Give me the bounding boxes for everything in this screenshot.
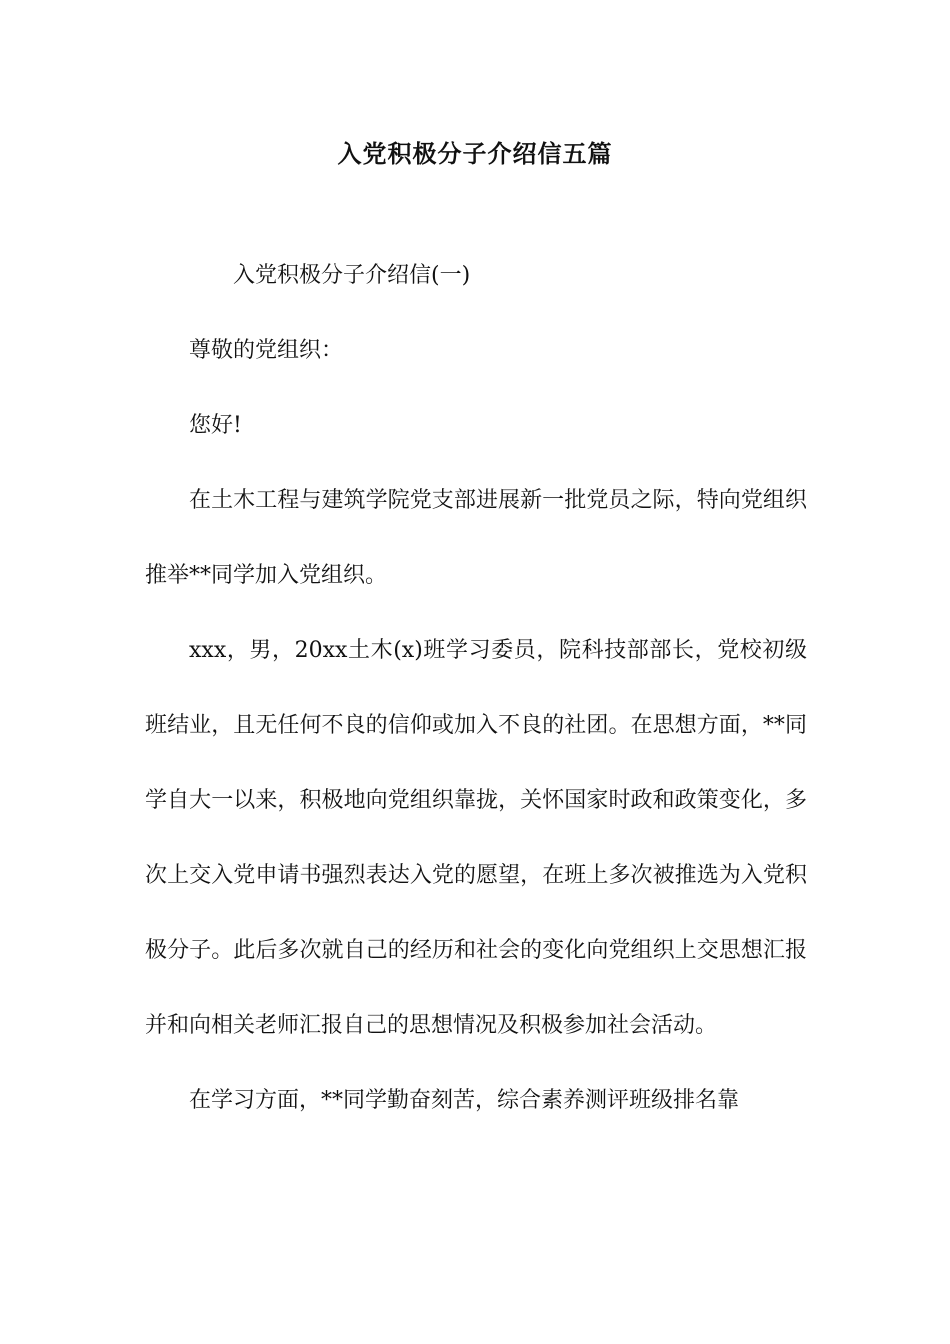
salutation: 尊敬的党组织： [189,338,344,363]
paragraph-profile: xxx，男，20xx土木(x)班学习委员，院科技部部长，党校初级班结业，且无任何不良的信仰或加入不良的社团。在思想方面，**同学自大一以来，积极地向党组织靠拢，关怀国家时政和政策变化，多次上交入党申请书强烈表达入党的愿望，在班上多次被推选为入党积极分子。此后多次就自己的经历和社会的变化向党组织上交思想汇报并和向相关老师汇报自己的思想情况及积极参加社会活动。 [145,638,807,1038]
document-title: 入党积极分子介绍信五篇 [337,139,613,168]
section-heading: 入党积极分子介绍信(一) [233,263,471,288]
document-body [145,238,807,1138]
greeting: 您好! [189,413,242,438]
paragraph-intro: 在土木工程与建筑学院党支部进展新一批党员之际，特向党组织推举**同学加入党组织。 [145,488,807,588]
paragraph-study: 在学习方面，**同学勤奋刻苦，综合素养测评班级排名靠 [189,1088,740,1113]
